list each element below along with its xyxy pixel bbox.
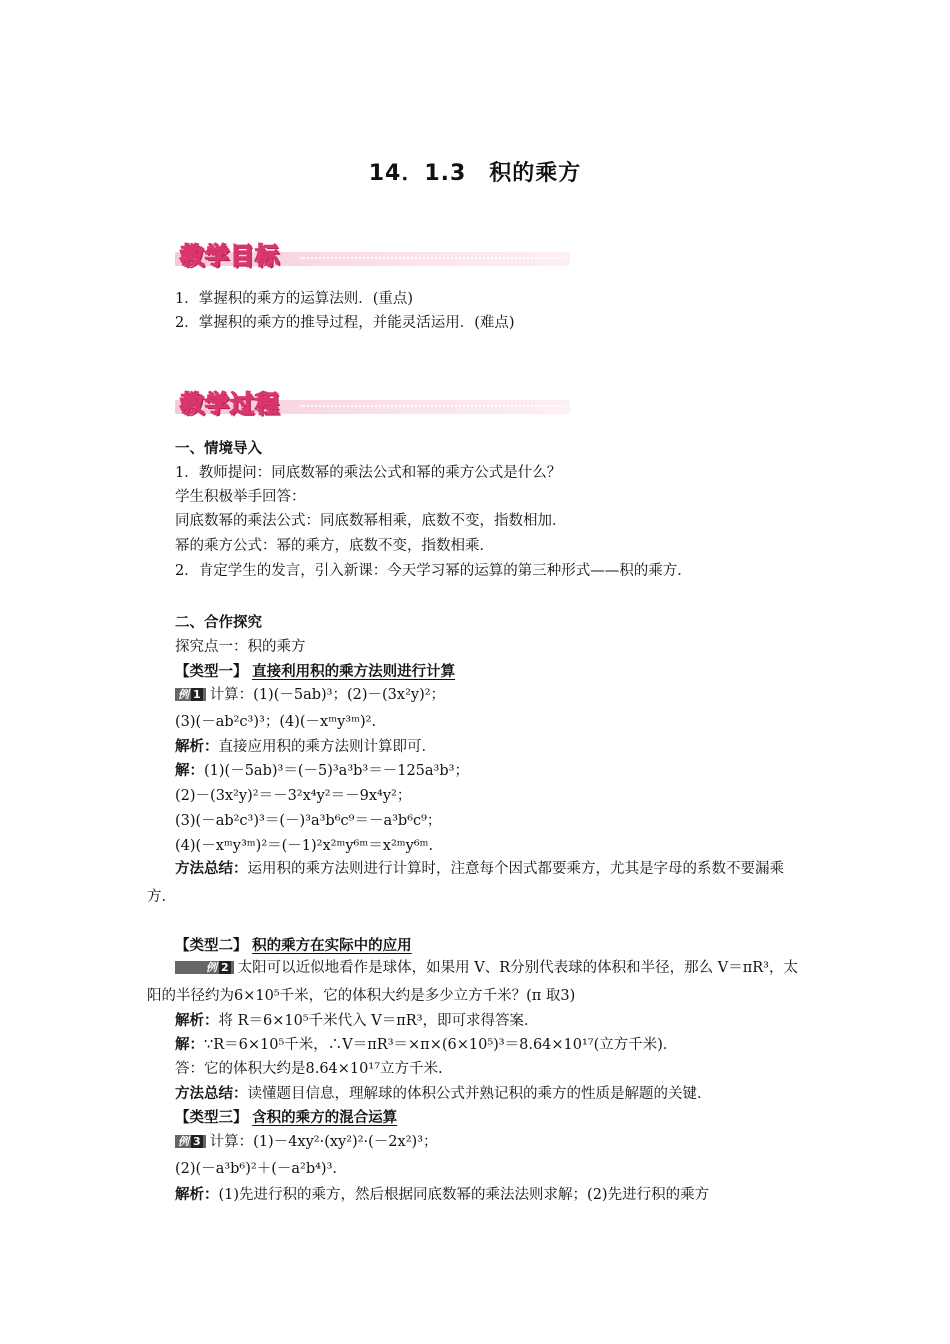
goals-banner-label: 教学目标 xyxy=(180,242,280,270)
paragraph-line: 1．教师提问：同底数幂的乘法公式和幂的乘方公式是什么？ xyxy=(175,465,562,481)
example1-question xyxy=(175,684,445,706)
example-badge: 例 3 xyxy=(175,1135,206,1148)
example3-question-2: (2)(－a³b⁶)²＋(－a²b⁴)³. xyxy=(175,1161,338,1177)
example1-question-2: (3)(－ab²c³)³；(4)(－xᵐy³ᵐ)². xyxy=(175,714,377,730)
type-tag: 【类型二】 xyxy=(175,938,248,954)
example-badge: 例 2 xyxy=(175,961,234,974)
page-title: 14．1.3 积的乘方 xyxy=(368,161,582,186)
goals-banner xyxy=(175,236,570,270)
section-heading: 二、合作探究 xyxy=(175,615,262,631)
analysis-line: 解析：将 R＝6×10⁵千米代入 V＝πR³，即可求得答案． xyxy=(175,1013,539,1029)
example-badge: 例 1 xyxy=(175,688,206,701)
type-name: 含积的乘方的混合运算 xyxy=(252,1110,398,1126)
type-name: 积的乘方在实际中的应用 xyxy=(252,938,412,954)
analysis-line: 解析：(1)先进行积的乘方，然后根据同底数幂的乘法法则求解；(2)先进行积的乘方 xyxy=(175,1187,710,1203)
type1-heading xyxy=(175,661,455,683)
goal-item: 1．掌握积的乘方的运算法则．(重点) xyxy=(175,291,414,307)
type3-heading xyxy=(175,1107,397,1129)
paragraph-line: 学生积极举手回答： xyxy=(175,489,306,505)
paragraph-line: 2．肯定学生的发言，引入新课：今天学习幂的运算的第三种形式——积的乘方． xyxy=(175,563,692,579)
banner-dots xyxy=(300,405,565,407)
goal-item: 2．掌握积的乘方的推导过程，并能灵活运用．(难点) xyxy=(175,315,515,331)
solution-line: (4)(－xᵐy³ᵐ)²＝(－1)²x²ᵐy⁶ᵐ＝x²ᵐy⁶ᵐ. xyxy=(175,838,434,854)
process-banner xyxy=(175,384,570,418)
type-tag: 【类型三】 xyxy=(175,1110,248,1126)
explore-point: 探究点一：积的乘方 xyxy=(175,639,306,655)
banner-dots xyxy=(300,257,565,259)
answer-line: 答：它的体积大约是8.64×10¹⁷立方千米. xyxy=(175,1061,443,1077)
solution-line: 解：(1)(－5ab)³＝(－5)³a³b³＝－125a³b³； xyxy=(175,763,469,779)
paragraph-line: 幂的乘方公式：幂的乘方，底数不变，指数相乘． xyxy=(175,538,494,554)
method-summary: 方法总结：运用积的乘方法则进行计算时，注意每个因式都要乘方，尤其是字母的系数不要漏乘方． xyxy=(147,861,784,905)
solution-line: (3)(－ab²c³)³＝(－)³a³b⁶c⁹＝－a³b⁶c⁹； xyxy=(175,813,442,829)
solution-line: 解：∵R＝6×10⁵千米，∴V＝πR³＝×π×(6×10⁵)³＝8.64×10¹⁷(立方千米)． xyxy=(175,1037,678,1053)
example3-question: 例 3 计算：(1)－4xy²·(xy²)²·(－2x²)³； xyxy=(175,1131,437,1153)
question-text: 计算：(1)(－5ab)³；(2)－(3x²y)²； xyxy=(209,687,446,703)
type-tag: 【类型一】 xyxy=(175,664,248,680)
type-name: 直接利用积的乘方法则进行计算 xyxy=(252,664,456,680)
analysis-line: 解析：直接应用积的乘方法则计算即可． xyxy=(175,739,436,755)
method-summary: 方法总结：读懂题目信息，理解球的体积公式并熟记积的乘方的性质是解题的关键． xyxy=(175,1086,712,1102)
section-heading: 一、情境导入 xyxy=(175,441,262,457)
example2-question: 例 2 太阳可以近似地看作是球体，如果用 V、R分别代表球的体积和半径，那么 V＝πR³，太阳的半径约为6×10⁵千米，它的体积大约是多少立方千米？(π 取3) xyxy=(147,960,798,1004)
solution-line: (2)－(3x²y)²＝－3²x⁴y²＝－9x⁴y²； xyxy=(175,788,412,804)
process-banner-label: 教学过程 xyxy=(180,390,280,418)
paragraph-line: 同底数幂的乘法公式：同底数幂相乘，底数不变，指数相加． xyxy=(175,513,567,529)
